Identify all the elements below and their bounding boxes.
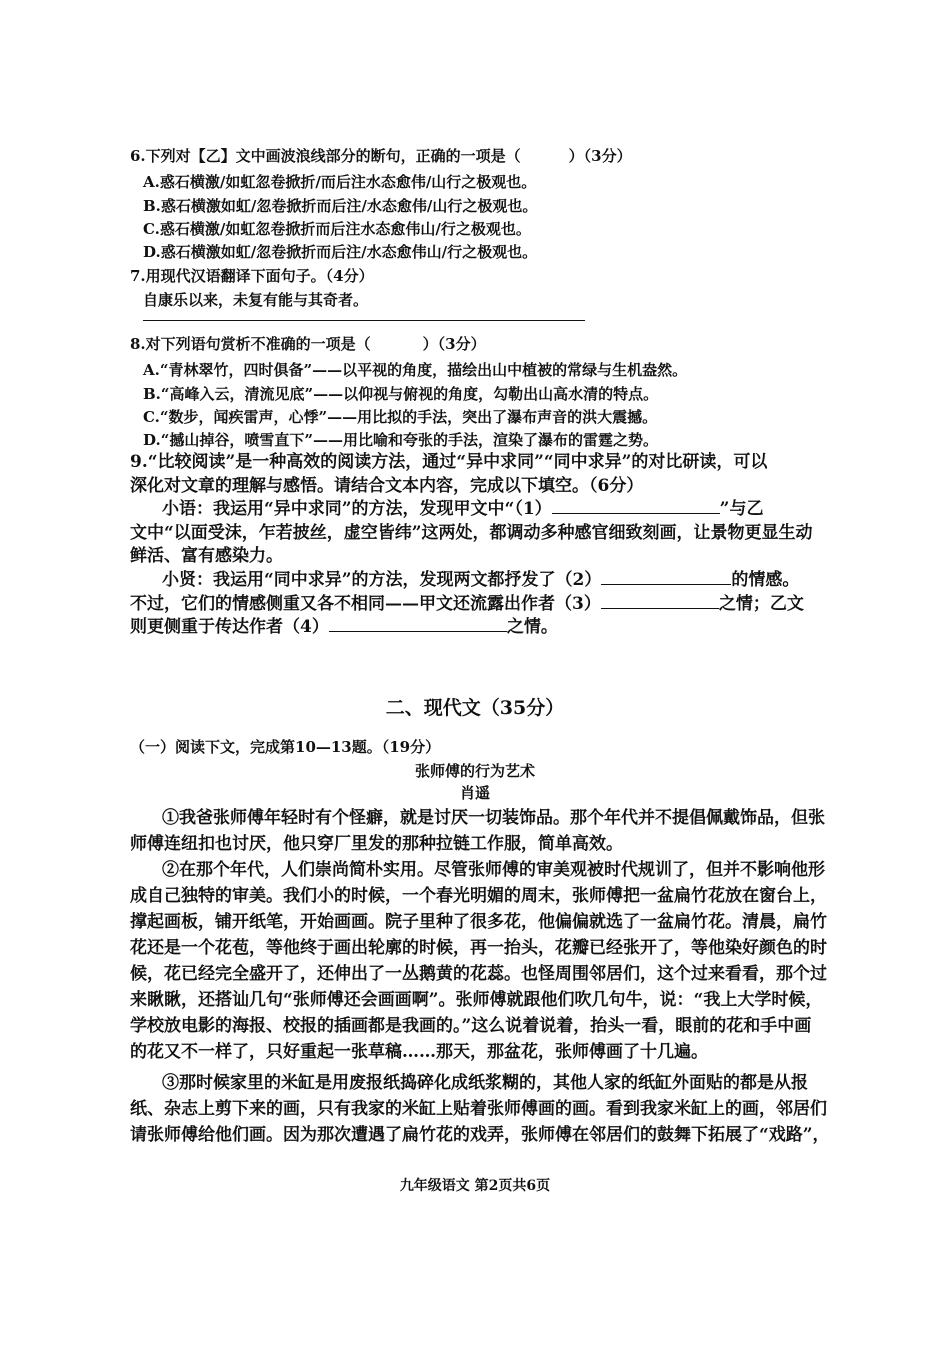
page-footer: 九年级语文 第2页共6页 [399,1178,551,1194]
passage-line: 撑起画板，铺开纸笔，开始画画。院子里种了很多花，他偏偏就选了一盆扁竹花。清晨，扁竹 [130,912,827,932]
q9-line6 [162,570,799,590]
passage-line: 请张师傅给他们画。因为那次遭遇了扁竹花的戏弄，张师傅在邻居们的鼓舞下拓展了“戏路”， [130,1125,830,1145]
q9-line3-text: 小语：我运用“异中求同”的方法，发现甲文中“（1） [162,499,552,519]
passage-line: 候，花已经完全盛开了，还伸出了一丛鹅黄的花蕊。也怪周围邻居们，这个过来看看，那个过 [130,964,827,984]
q9-line6-tail: 的情感。 [731,570,800,590]
q9-line3 [162,499,763,519]
q6-option-a: A.惑石横激/如虹忽卷掀折/而后注水态愈伟/山行之极观也。 [143,173,537,191]
passage-line: 学校放电影的海报、校报的插画都是我画的。”这么说着说着，抬头一看，眼前的花和手中画 [130,1016,812,1036]
q9-blank-2[interactable] [601,570,731,585]
passage-line: 师傅连纽扣也讨厌，他只穿厂里发的那种拉链工作服，简单高效。 [130,834,623,854]
passage-line: 纸、杂志上剪下来的画，只有我家的米缸上贴着张师傅画的画。看到我家米缸上的画，邻居们 [130,1099,827,1119]
q7-answer-line [143,320,585,321]
q9-line7 [130,594,804,614]
passage-line: ③那时候家里的米缸是用废报纸捣碎化成纸浆糊的，其他人家的纸缸外面贴的都是从报 [162,1073,808,1093]
q6-stem [130,146,632,166]
q9-line2: 深化对文章的理解与感悟。请结合文本内容，完成以下填空。（6分） [130,476,644,496]
q8-option-b: B.“高峰入云，清流见底”——以仰视与俯视的角度，勾勒出山高水清的特点。 [143,385,659,403]
q9-blank-1[interactable] [552,499,720,514]
passage-line: 来瞅瞅，还搭讪几句“张师傅还会画画啊”。张师傅就跟他们吹几句牛，说：“我上大学时候， [130,990,823,1010]
q9-line5: 鲜活、富有感染力。 [130,546,283,566]
q8-option-c: C.“数步，闻疾雷声，心悸”——用比拟的手法，突出了瀑布声音的洪大震撼。 [143,408,658,426]
passage-line: ②在那个年代，人们崇尚简朴实用。尽管张师傅的审美观被时代规训了，但并不影响他形 [162,860,825,880]
q9-blank-3[interactable] [601,594,719,609]
q8-option-a: A.“青林翠竹，四时俱备”——以平视的角度，描绘出山中植被的常绿与生机盎然。 [143,361,688,379]
passage-line: 的花又不一样了，只好重起一张草稿……那天，那盆花，张师傅画了十几遍。 [130,1042,708,1062]
q9-blank-4[interactable] [329,617,507,632]
q6-stem-score: ）（3分） [568,147,632,165]
q6-option-c: C.惑石横激/如虹忽卷掀折而后注水态愈伟山/行之极观也。 [143,220,531,238]
q9-line4: 文中“以面受沫，乍若披丝，虚空皆纬”这两处，都调动多种感官细致刻画，让景物更显生动 [130,523,813,543]
reading-instruction: （一）阅读下文，完成第10—13题。（19分） [130,738,441,756]
q9-line6-text: 小贤：我运用“同中求异”的方法，发现两文都抒发了（2） [162,570,602,590]
q9-line7-text: 不过，它们的情感侧重又各不相同——甲文还流露出作者（3） [130,594,601,614]
passage-line: 成自己独特的审美。我们小的时候，一个春光明媚的周末，张师傅把一盆扁竹花放在窗台上， [130,886,827,906]
q9-line8-tail: 之情。 [506,617,558,637]
q7-stem: 7.用现代汉语翻译下面句子。（4分） [130,267,374,285]
q7-sentence: 自康乐以来，未复有能与其奇者。 [143,291,369,309]
q9-line8-text: 则更侧重于传达作者（4） [130,617,329,637]
q9-line3-tail: ”与乙 [719,499,764,519]
q9-line8 [130,617,558,637]
passage-title: 张师傅的行为艺术 [414,762,535,780]
q8-option-d: D.“撼山掉谷，喷雪直下”——用比喻和夸张的手法，渲染了瀑布的雷霆之势。 [143,431,658,449]
q8-stem [130,334,486,354]
section-title: 二、现代文（35分） [385,697,565,719]
q8-stem-text: 8.对下列语句赏析不准确的一项是（ [130,335,371,353]
q8-stem-score: ）（3分） [422,335,486,353]
q6-option-d: D.惑石横激如虹/忽卷掀折而后注/水态愈伟山/行之极观也。 [143,243,538,261]
passage-author: 肖遥 [459,784,490,802]
q6-stem-text: 6.下列对【乙】文中画波浪线部分的断句，正确的一项是（ [130,147,521,165]
q9-line7-tail: 之情；乙文 [718,594,804,614]
q6-option-b: B.惑石横激如虹/忽卷掀折而后注/水态愈伟/山行之极观也。 [143,197,538,215]
q9-line1: 9.“比较阅读”是一种高效的阅读方法，通过“异中求同”“同中求异”的对比研读，可以 [130,452,768,472]
passage-line: ①我爸张师傅年轻时有个怪癖，就是讨厌一切装饰品。那个年代并不提倡佩戴饰品，但张 [162,808,825,828]
passage-line: 花还是一个花苞，等他终于画出轮廓的时候，再一抬头，花瓣已经张开了，等他染好颜色的时 [130,938,827,958]
